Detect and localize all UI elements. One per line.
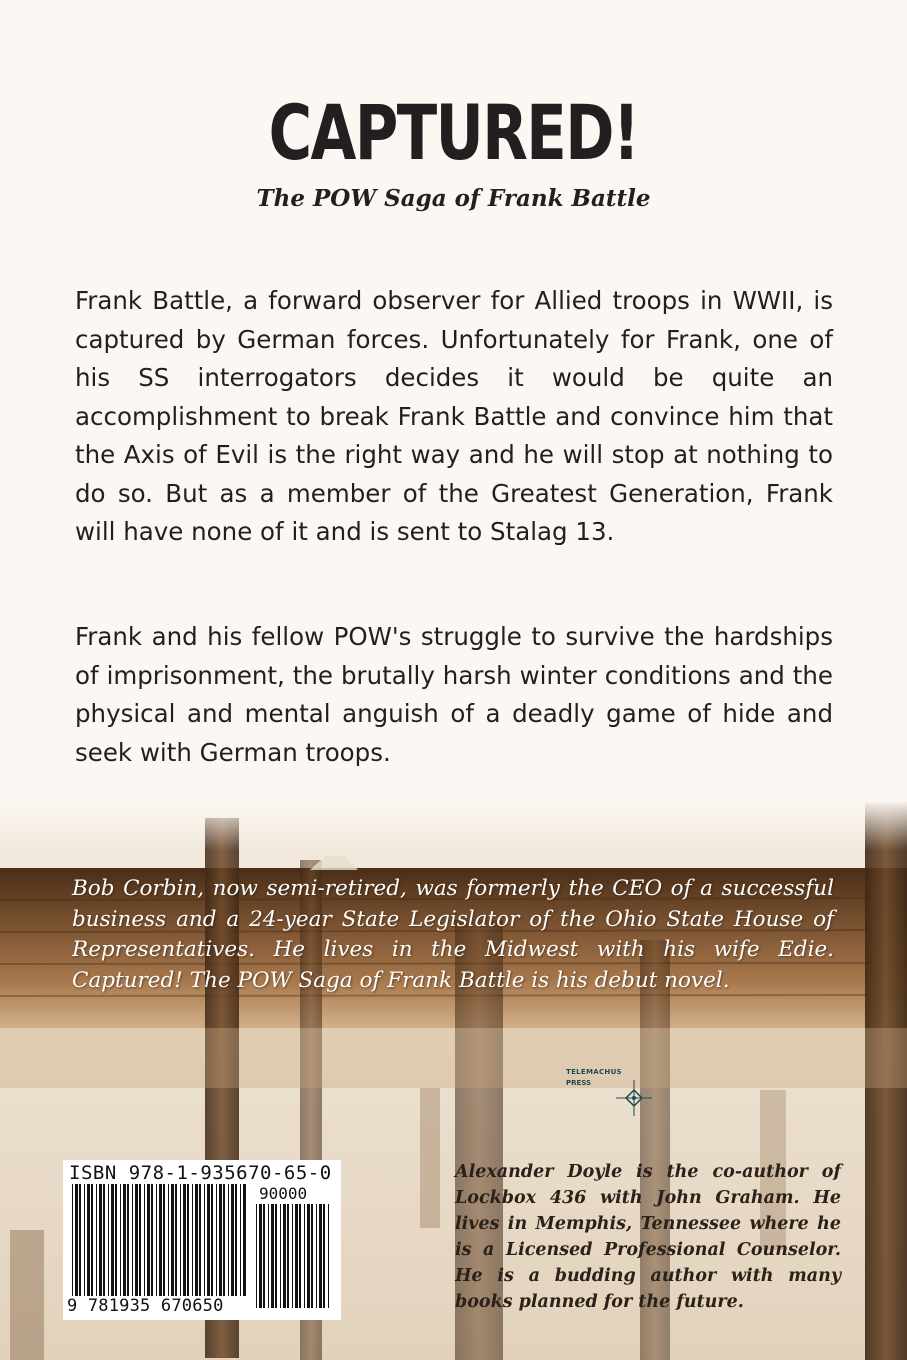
barcode-bar (275, 1204, 277, 1308)
book-subtitle: The POW Saga of Frank Battle (256, 185, 651, 212)
barcode-bar (127, 1184, 129, 1296)
barcode-bar (135, 1184, 138, 1296)
barcode-bar (316, 1204, 317, 1308)
barcode-bar (151, 1184, 153, 1296)
barcode-bar (115, 1184, 117, 1296)
barcode-bar (263, 1204, 265, 1308)
barcode-bar (307, 1204, 310, 1308)
barcode-bar (223, 1184, 225, 1296)
barcode-bar (168, 1184, 169, 1296)
barcode-bar (75, 1184, 78, 1296)
barcode-bar (84, 1184, 85, 1296)
coauthor-bio: Alexander Doyle is the co-author of Lockbox 436 with John Graham. He lives in Memphis, Tennessee where he is a Licensed Professional Counselor. He is a budding author with many books planned for the future. (455, 1162, 841, 1312)
barcode-bar (323, 1204, 325, 1308)
barcode-bar (99, 1184, 102, 1296)
barcode-bar (211, 1184, 213, 1296)
publisher-sub: PRESS (566, 1079, 592, 1087)
barcode-bar (207, 1184, 210, 1296)
barcode-bar (72, 1184, 73, 1296)
barcode-bar (87, 1184, 90, 1296)
barcode-bar (132, 1184, 133, 1296)
barcode-bar (79, 1184, 81, 1296)
barcode-bar (243, 1184, 246, 1296)
barcode-bar (271, 1204, 274, 1308)
barcode-bar (228, 1184, 229, 1296)
barcode-bar (175, 1184, 177, 1296)
book-title: CAPTURED! (268, 88, 639, 177)
barcode-bar (159, 1184, 162, 1296)
barcode-bar (171, 1184, 174, 1296)
barcode-bar (319, 1204, 322, 1308)
barcode-bar (283, 1204, 286, 1308)
barcode-bar (187, 1184, 189, 1296)
barcode-bar (295, 1204, 298, 1308)
compass-icon (614, 1078, 654, 1118)
isbn-barcode (63, 1160, 341, 1320)
barcode-bar (103, 1184, 105, 1296)
barcode-bar (256, 1204, 257, 1308)
barcode-bar (144, 1184, 145, 1296)
barcode-bar (216, 1184, 217, 1296)
barcode-bar (139, 1184, 141, 1296)
barcode-bar (268, 1204, 269, 1308)
barcode-bar (299, 1204, 301, 1308)
barcode-bar (304, 1204, 305, 1308)
barcode-bar (328, 1204, 329, 1308)
barcode-bar (235, 1184, 237, 1296)
barcode-bar (123, 1184, 126, 1296)
blurb-paragraph-1: Frank Battle, a forward observer for Allied troops in WWII, is captured by German forces. Unfortunately for Frank, one of his SS interrogators decides it would be quite an accomplishment to break Frank Battle and convince him that the Axis of Evil is the right way and he will stop at nothing to do so. But as a member of the Greatest Generation, Frank will have none of it and is sent to Stalag 13. (75, 286, 833, 546)
ean-barcode-bars (71, 1184, 249, 1296)
barcode-bar (219, 1184, 222, 1296)
barcode-bar (195, 1184, 198, 1296)
author-bio: Bob Corbin, now semi-retired, was formerly the CEO of a successful business and a 24-year State Legislator of the Ohio State House of Representatives. He lives in the Midwest with his wife Edie. Captured! The POW Saga of Frank Battle is his debut novel. (72, 876, 834, 993)
barcode-bar (96, 1184, 97, 1296)
barcode-bar (204, 1184, 205, 1296)
barcode-bar (259, 1204, 262, 1308)
barcode-bar (183, 1184, 186, 1296)
barcode-bar (240, 1184, 241, 1296)
barcode-bar (292, 1204, 293, 1308)
barcode-bar (280, 1204, 281, 1308)
barcode-bar (199, 1184, 201, 1296)
barcode-bar (231, 1184, 234, 1296)
isbn-text: ISBN 978-1-935670-65-0 (69, 1162, 332, 1184)
blurb-paragraph-2: Frank and his fellow POW's struggle to survive the hardships of imprisonment, the brutally harsh winter conditions and the physical and mental anguish of a deadly game of hide and seek with German troops. (75, 622, 833, 767)
ean-digits: 9 781935 670650 (67, 1296, 224, 1316)
barcode-bar (163, 1184, 165, 1296)
barcode-bar (108, 1184, 109, 1296)
publisher-logo (566, 1066, 676, 1122)
addon-barcode-bars (255, 1204, 333, 1308)
barcode-bar (192, 1184, 193, 1296)
barcode-bar (156, 1184, 157, 1296)
price-code: 90000 (259, 1184, 308, 1203)
barcode-bar (311, 1204, 313, 1308)
barcode-bar (111, 1184, 114, 1296)
barcode-bar (91, 1184, 93, 1296)
barcode-bar (120, 1184, 121, 1296)
barcode-bar (180, 1184, 181, 1296)
barcode-bar (287, 1204, 289, 1308)
barcode-bar (147, 1184, 150, 1296)
publisher-name: TELEMACHUS (566, 1068, 622, 1076)
